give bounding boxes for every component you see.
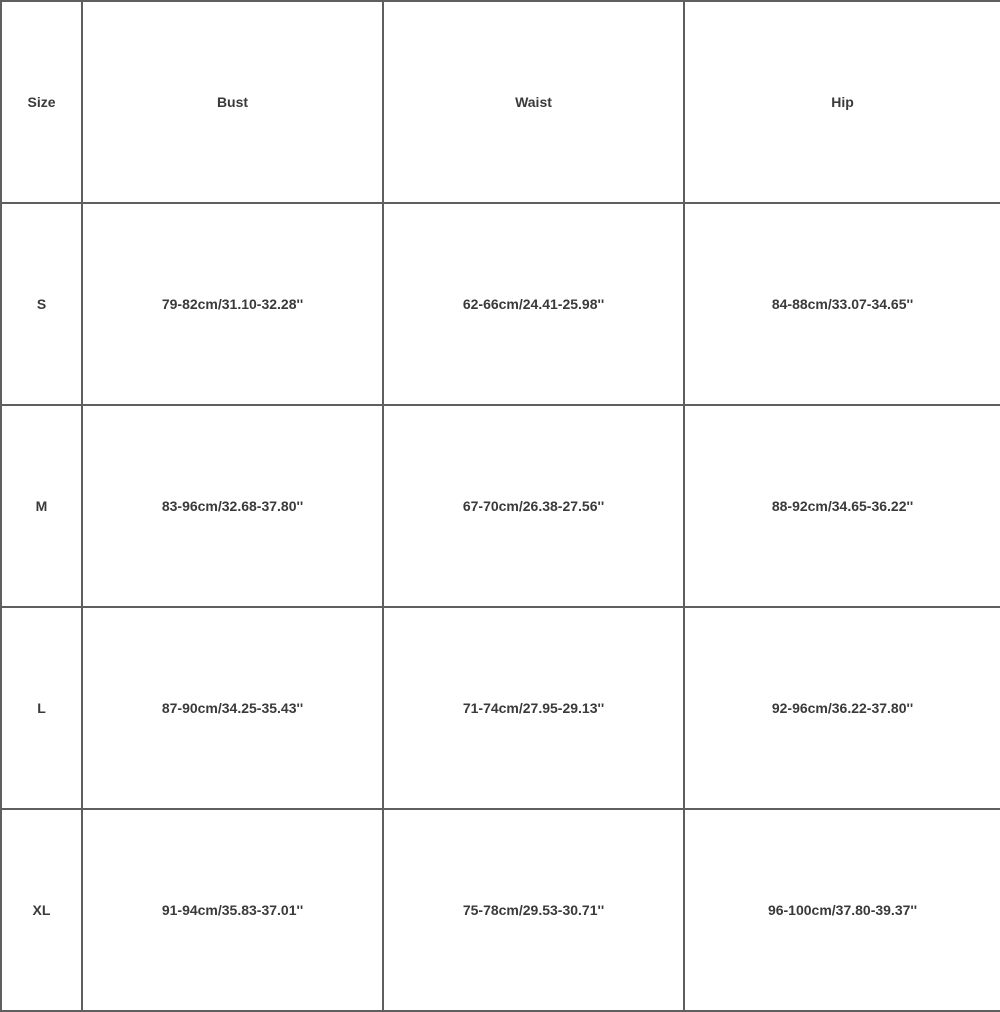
table-row [1,203,1000,405]
bust-cell: 79-82cm/31.10-32.28'' [82,203,383,405]
hip-cell: 84-88cm/33.07-34.65'' [684,203,1000,405]
header-bust: Bust [82,1,383,203]
hip-cell: 88-92cm/34.65-36.22'' [684,405,1000,607]
waist-cell: 67-70cm/26.38-27.56'' [383,405,684,607]
waist-cell: 71-74cm/27.95-29.13'' [383,607,684,809]
hip-cell: 96-100cm/37.80-39.37'' [684,809,1000,1011]
size-cell: S [1,203,82,405]
bust-cell: 83-96cm/32.68-37.80'' [82,405,383,607]
hip-cell: 92-96cm/36.22-37.80'' [684,607,1000,809]
size-cell: L [1,607,82,809]
table-row [1,809,1000,1011]
size-cell: M [1,405,82,607]
header-hip: Hip [684,1,1000,203]
waist-cell: 62-66cm/24.41-25.98'' [383,203,684,405]
size-cell: XL [1,809,82,1011]
bust-cell: 91-94cm/35.83-37.01'' [82,809,383,1011]
table-row [1,405,1000,607]
waist-cell: 75-78cm/29.53-30.71'' [383,809,684,1011]
table-header-row [1,1,1000,203]
header-size: Size [1,1,82,203]
bust-cell: 87-90cm/34.25-35.43'' [82,607,383,809]
table-row [1,607,1000,809]
header-waist: Waist [383,1,684,203]
